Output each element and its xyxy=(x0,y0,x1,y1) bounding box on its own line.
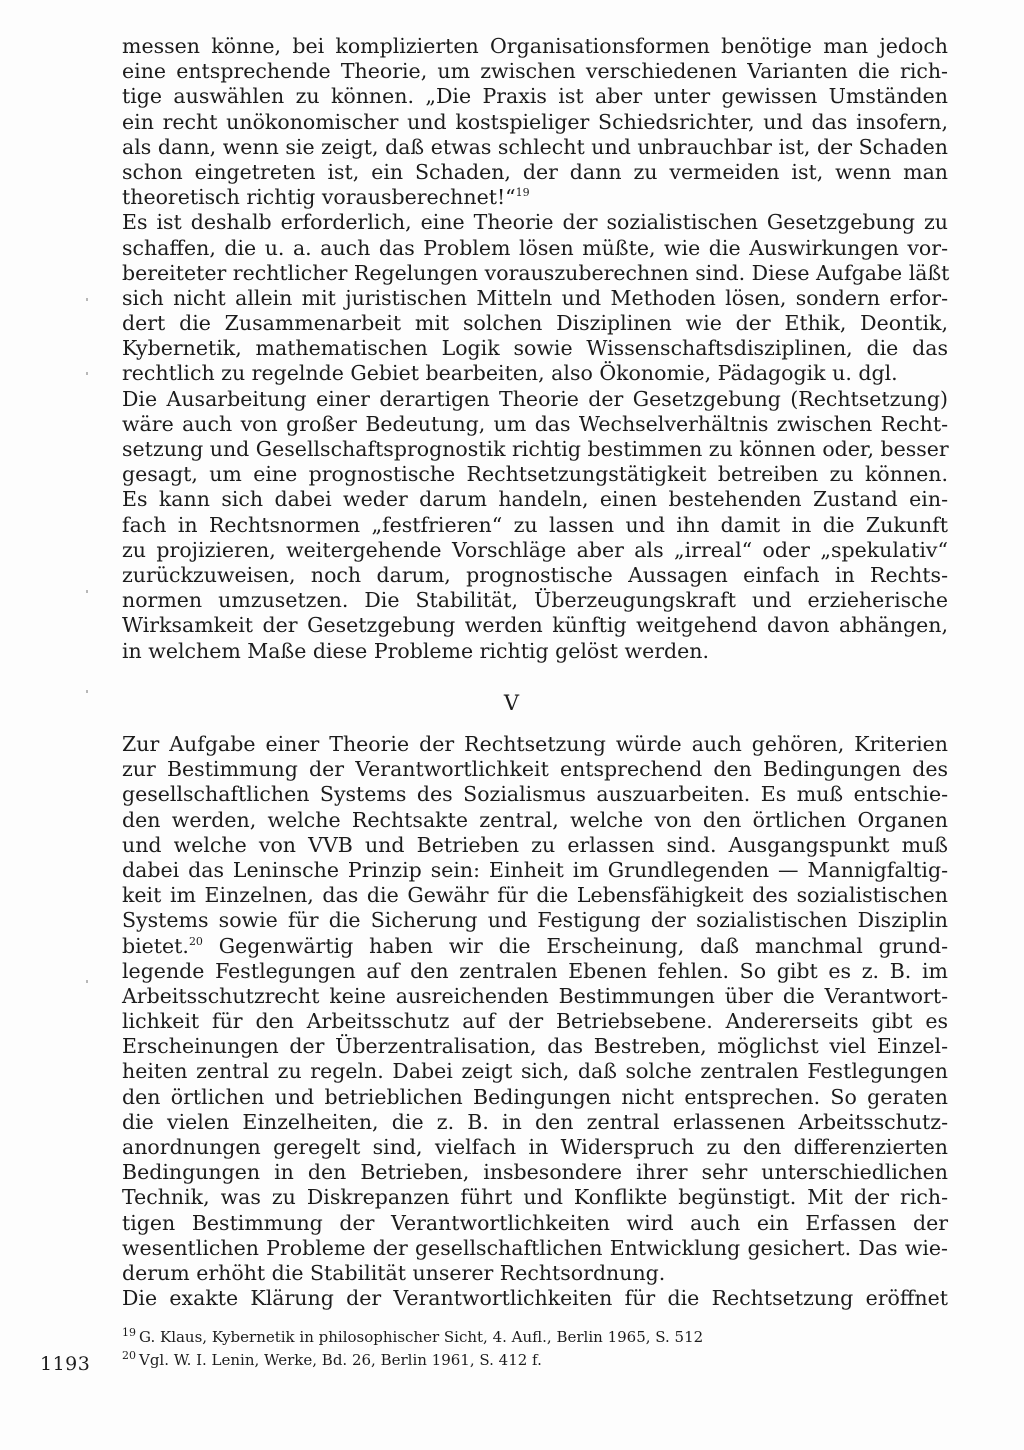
text-line: zu projizieren, weitergehende Vorschläge aber als „irreal“ oder „spekulativ“ xyxy=(122,537,948,562)
margin-mark xyxy=(86,980,88,983)
text-line: dert die Zusammenarbeit mit solchen Disziplinen wie der Ethik, Deontik, xyxy=(122,311,948,336)
text-line: den werden, welche Rechtsakte zentral, welche von den örtlichen Organen xyxy=(122,807,948,832)
text-line: gesagt, um eine prognostische Rechtsetzungstätigkeit betreiben zu können. xyxy=(122,462,948,487)
footnote-20 xyxy=(122,1349,948,1372)
text-line: normen umzusetzen. Die Stabilität, Überzeugungskraft und erzieherische xyxy=(122,588,948,613)
text-line: schon eingetreten ist, ein Schaden, der dann zu vermeiden ist, wenn man xyxy=(122,159,948,184)
text-line: rechtlich zu regelnde Gebiet bearbeiten, also Ökonomie, Pädagogik u. dgl. xyxy=(122,361,898,386)
footnote-ref-19: 19 xyxy=(515,186,530,200)
text-line: eine entsprechende Theorie, um zwischen verschiedenen Varianten die rich- xyxy=(122,59,948,84)
text-line: wäre auch von großer Bedeutung, um das Wechselverhältnis zwischen Recht- xyxy=(122,411,948,436)
text-line: Wirksamkeit der Gesetzgebung werden künftig weitgehend davon abhängen, xyxy=(122,613,948,638)
text-line: bereiteter rechtlicher Regelungen vorauszuberechnen sind. Diese Aufgabe läßt xyxy=(122,260,950,285)
text-line: zur Bestimmung der Verantwortlichkeit entsprechend den Bedingungen des xyxy=(122,757,948,782)
text-line: Erscheinungen der Überzentralisation, das Bestreben, möglichst viel Einzel- xyxy=(122,1034,948,1059)
footnote-ref-20: 20 xyxy=(188,934,203,948)
margin-mark xyxy=(86,298,88,301)
text-line: dabei das Leninsche Prinzip sein: Einheit im Grundlegenden — Mannigfaltig- xyxy=(122,857,948,882)
text-line: Kybernetik, mathematischen Logik sowie Wissenschaftsdisziplinen, die das xyxy=(122,336,948,361)
bietet-text: bietet. xyxy=(122,933,189,958)
text-line: lichkeit für den Arbeitsschutz auf der Betriebsebene. Andererseits gibt es xyxy=(122,1009,948,1034)
footnote-number: 20 xyxy=(122,1349,136,1362)
text-line: heiten zentral zu regeln. Dabei zeigt sich, daß solche zentralen Festlegungen xyxy=(122,1059,948,1084)
text-line: derum erhöht die Stabilität unserer Rechtsordnung. xyxy=(122,1260,666,1285)
text-line: tigen Bestimmung der Verantwortlichkeiten wird auch ein Erfassen der xyxy=(122,1210,948,1235)
text-line: Systems sowie für die Sicherung und Festigung der sozialistischen Disziplin xyxy=(122,908,948,933)
margin-mark xyxy=(86,372,88,375)
text-line xyxy=(122,934,948,959)
text-line: als dann, wenn sie zeigt, daß etwas schlecht und unbrauchbar ist, der Schaden xyxy=(122,134,948,159)
footnote-text: G. Klaus, Kybernetik in philosophischer Sicht, 4. Aufl., Berlin 1965, S. 512 xyxy=(139,1328,704,1346)
text-line: zurückzuweisen, noch darum, prognostische Aussagen einfach in Rechts- xyxy=(122,562,948,587)
section-heading: V xyxy=(503,691,521,715)
text-line: ein recht unökonomischer und kostspieliger Schiedsrichter, und das insofern, xyxy=(122,109,948,134)
text-line: setzung und Gesellschaftsprognostik richtig bestimmen zu können oder, besser xyxy=(122,437,949,461)
footnotes xyxy=(122,1326,948,1372)
text-line: Die exakte Klärung der Verantwortlichkeiten für die Rechtsetzung eröffnet xyxy=(122,1286,948,1311)
text-line: in welchem Maße diese Probleme richtig gelöst werden. xyxy=(122,638,710,663)
margin-marks xyxy=(86,0,92,1450)
body-text-block-1 xyxy=(122,34,948,664)
text-line: schaffen, die u. a. auch das Problem lösen müßte, wie die Auswirkungen vor- xyxy=(122,235,948,260)
text-line: Technik, was zu Diskrepanzen führt und Konflikte begünstigt. Mit der rich- xyxy=(122,1185,948,1210)
text-line: Bedingungen in den Betrieben, insbesondere ihrer sehr unterschiedlichen xyxy=(122,1160,948,1185)
text-line: und welche von VVB und Betrieben zu erlassen sind. Ausgangspunkt muß xyxy=(122,832,948,857)
page-number: 1193 xyxy=(40,1353,91,1375)
text-line: Es ist deshalb erforderlich, eine Theorie der sozialistischen Gesetzgebung zu xyxy=(122,210,948,235)
text-line: Zur Aufgabe einer Theorie der Rechtsetzung würde auch gehören, Kriterien xyxy=(122,732,948,756)
footnote-number: 19 xyxy=(122,1326,136,1339)
footnote-19 xyxy=(122,1326,948,1349)
text-line: die vielen Einzelheiten, die z. B. in den zentral erlassenen Arbeitsschutz- xyxy=(122,1109,948,1134)
text-line: tige auswählen zu können. „Die Praxis ist aber unter gewissen Umständen xyxy=(122,84,948,109)
text-line: fach in Rechtsnormen „festfrieren“ zu lassen und ihn damit in die Zukunft xyxy=(122,512,948,537)
margin-mark xyxy=(86,590,88,593)
text-line: legende Festlegungen auf den zentralen Ebenen fehlen. So gibt es z. B. im xyxy=(122,958,948,983)
text-line: anordnungen geregelt sind, vielfach in Widerspruch zu den differenzierten xyxy=(122,1135,948,1159)
text-line: messen könne, bei komplizierten Organisationsformen benötige man jedoch xyxy=(122,34,948,58)
text-line: keit im Einzelnen, das die Gewähr für die Lebensfähigkeit des sozialistischen xyxy=(122,883,948,908)
text-line: Die Ausarbeitung einer derartigen Theorie der Gesetzgebung (Rechtsetzung) xyxy=(122,386,948,411)
text-line: sich nicht allein mit juristischen Mitteln und Methoden lösen, sondern erfor- xyxy=(122,285,948,310)
body-text-block-2 xyxy=(122,732,948,1311)
text-line: Arbeitsschutzrecht keine ausreichenden Bestimmungen über die Verantwort- xyxy=(122,983,948,1008)
text-line: gesellschaftlichen Systems des Sozialismus auszuarbeiten. Es muß entschie- xyxy=(122,782,948,807)
text-line: wesentlichen Probleme der gesellschaftlichen Entwicklung gesichert. Das wie- xyxy=(122,1235,948,1260)
quote-end-text: theoretisch richtig vorausberechnet!“ xyxy=(122,185,516,210)
text-line: den örtlichen und betrieblichen Bedingungen nicht entsprechen. So geraten xyxy=(122,1084,948,1109)
bietet-rest-text: Gegenwärtig haben wir die Erscheinung, daß manchmal grund- xyxy=(202,933,948,958)
footnote-text: Vgl. W. I. Lenin, Werke, Bd. 26, Berlin 1961, S. 412 f. xyxy=(139,1351,542,1369)
text-line xyxy=(122,185,948,210)
text-line: Es kann sich dabei weder darum handeln, einen bestehenden Zustand ein- xyxy=(122,487,948,512)
